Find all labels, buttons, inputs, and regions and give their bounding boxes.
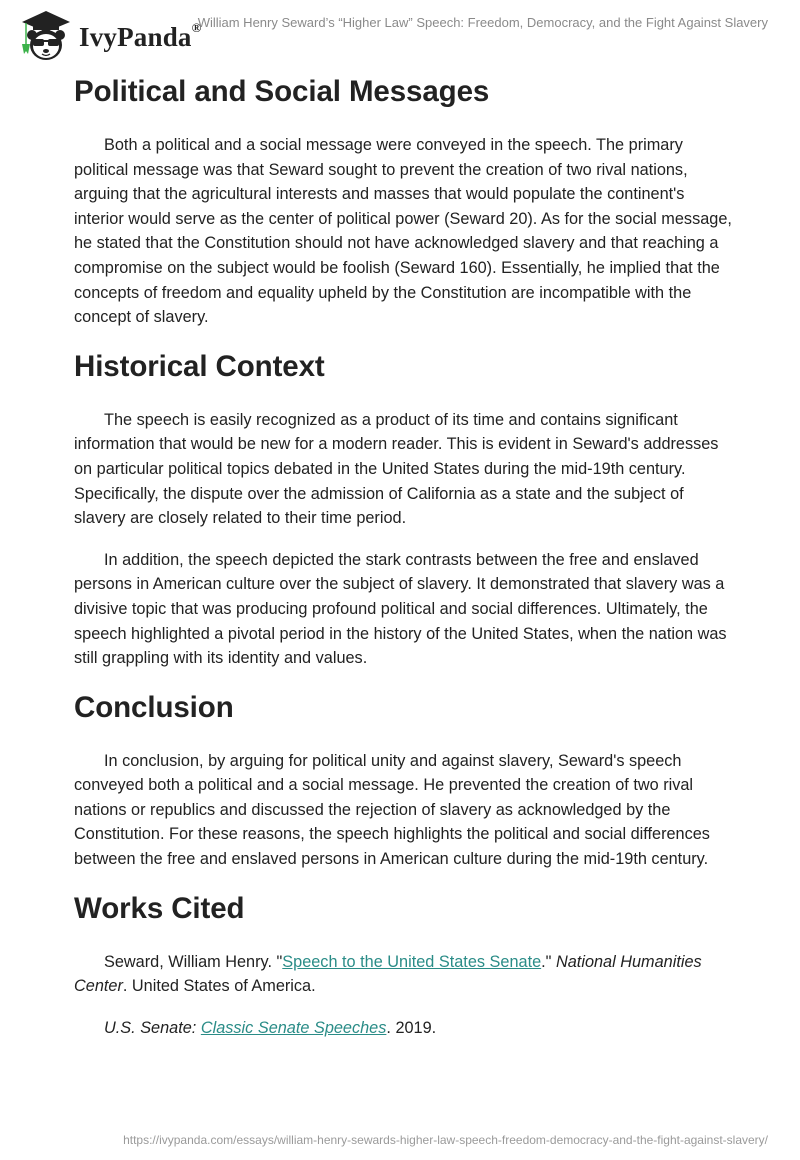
citation-author: Seward, William Henry. ": [104, 952, 283, 971]
section-heading-political-social: Political and Social Messages: [74, 75, 490, 108]
citation-year: . 2019.: [386, 1018, 437, 1037]
page-header: [0, 0, 800, 70]
ivypanda-logo[interactable]: [16, 6, 202, 64]
source-url: https://ivypanda.com/essays/william-henry-sewards-higher-law-speech-freedom-democracy-and-the-fight-against-slavery/: [123, 1133, 768, 1147]
citation-link-speech[interactable]: Speech to the United States Senate: [282, 952, 542, 971]
citation-publisher: National Humanities Center: [74, 952, 702, 996]
document-title: William Henry Seward’s “Higher Law” Speech: Freedom, Democracy, and the Fight Against Slavery: [197, 15, 768, 30]
paragraph: The speech is easily recognized as a product of its time and contains significant information that would be new for a modern reader. This is evident in Seward's addresses on particular political topics debated in the United States during the mid-19th century. Specifically, the dispute over the admission of California as a state and the subject of slavery are closely related to their time period.: [74, 410, 719, 528]
section-heading-works-cited: Works Cited: [74, 891, 245, 925]
paragraph: In conclusion, by arguing for political unity and against slavery, Seward's speech conveyed both a political and a social message. He prevented the creation of two rival nations or republics and discussed the rejection of slavery as acknowledged by the Constitution. For these reasons, the speech highlights the political and social differences between the free and enslaved persons in American culture during the mid-19th century.: [74, 751, 710, 869]
citation-entry: [74, 1016, 734, 1041]
citation-punct: .": [541, 952, 556, 971]
logo-wordmark: IvyPanda®: [79, 19, 202, 52]
panda-graduate-icon: [16, 6, 74, 64]
citation-source: U.S. Senate:: [104, 1018, 201, 1037]
essay-content: [74, 74, 734, 1040]
citation-link-classic-speeches[interactable]: Classic Senate Speeches: [200, 1018, 387, 1037]
citation-location: . United States of America.: [122, 977, 316, 996]
paragraph: Both a political and a social message were conveyed in the speech. The primary political message was that Seward sought to prevent the creation of two rival nations, arguing that the agricultural interests and masses that would populate the continent's interior would serve as the center of political power (Seward 20). As for the social message, he stated that the Constitution should not have acknowledged slavery and that reaching a compromise on the subject would be foolish (Seward 160). Essentially, he implied that the concepts of freedom and equality upheld by the Constitution are incompatible with the concept of slavery.: [74, 136, 732, 327]
section-heading-historical-context: Historical Context: [74, 349, 325, 383]
paragraph: In addition, the speech depicted the stark contrasts between the free and enslaved persons in American culture over the subject of slavery. It demonstrated that slavery was a divisive topic that was producing profound political and social differences. Ultimately, the speech highlighted a pivotal period in the history of the United States, when the nation was still grappling with its identity and values.: [74, 550, 727, 668]
citation-entry: [74, 950, 734, 999]
section-heading-conclusion: Conclusion: [74, 690, 234, 724]
